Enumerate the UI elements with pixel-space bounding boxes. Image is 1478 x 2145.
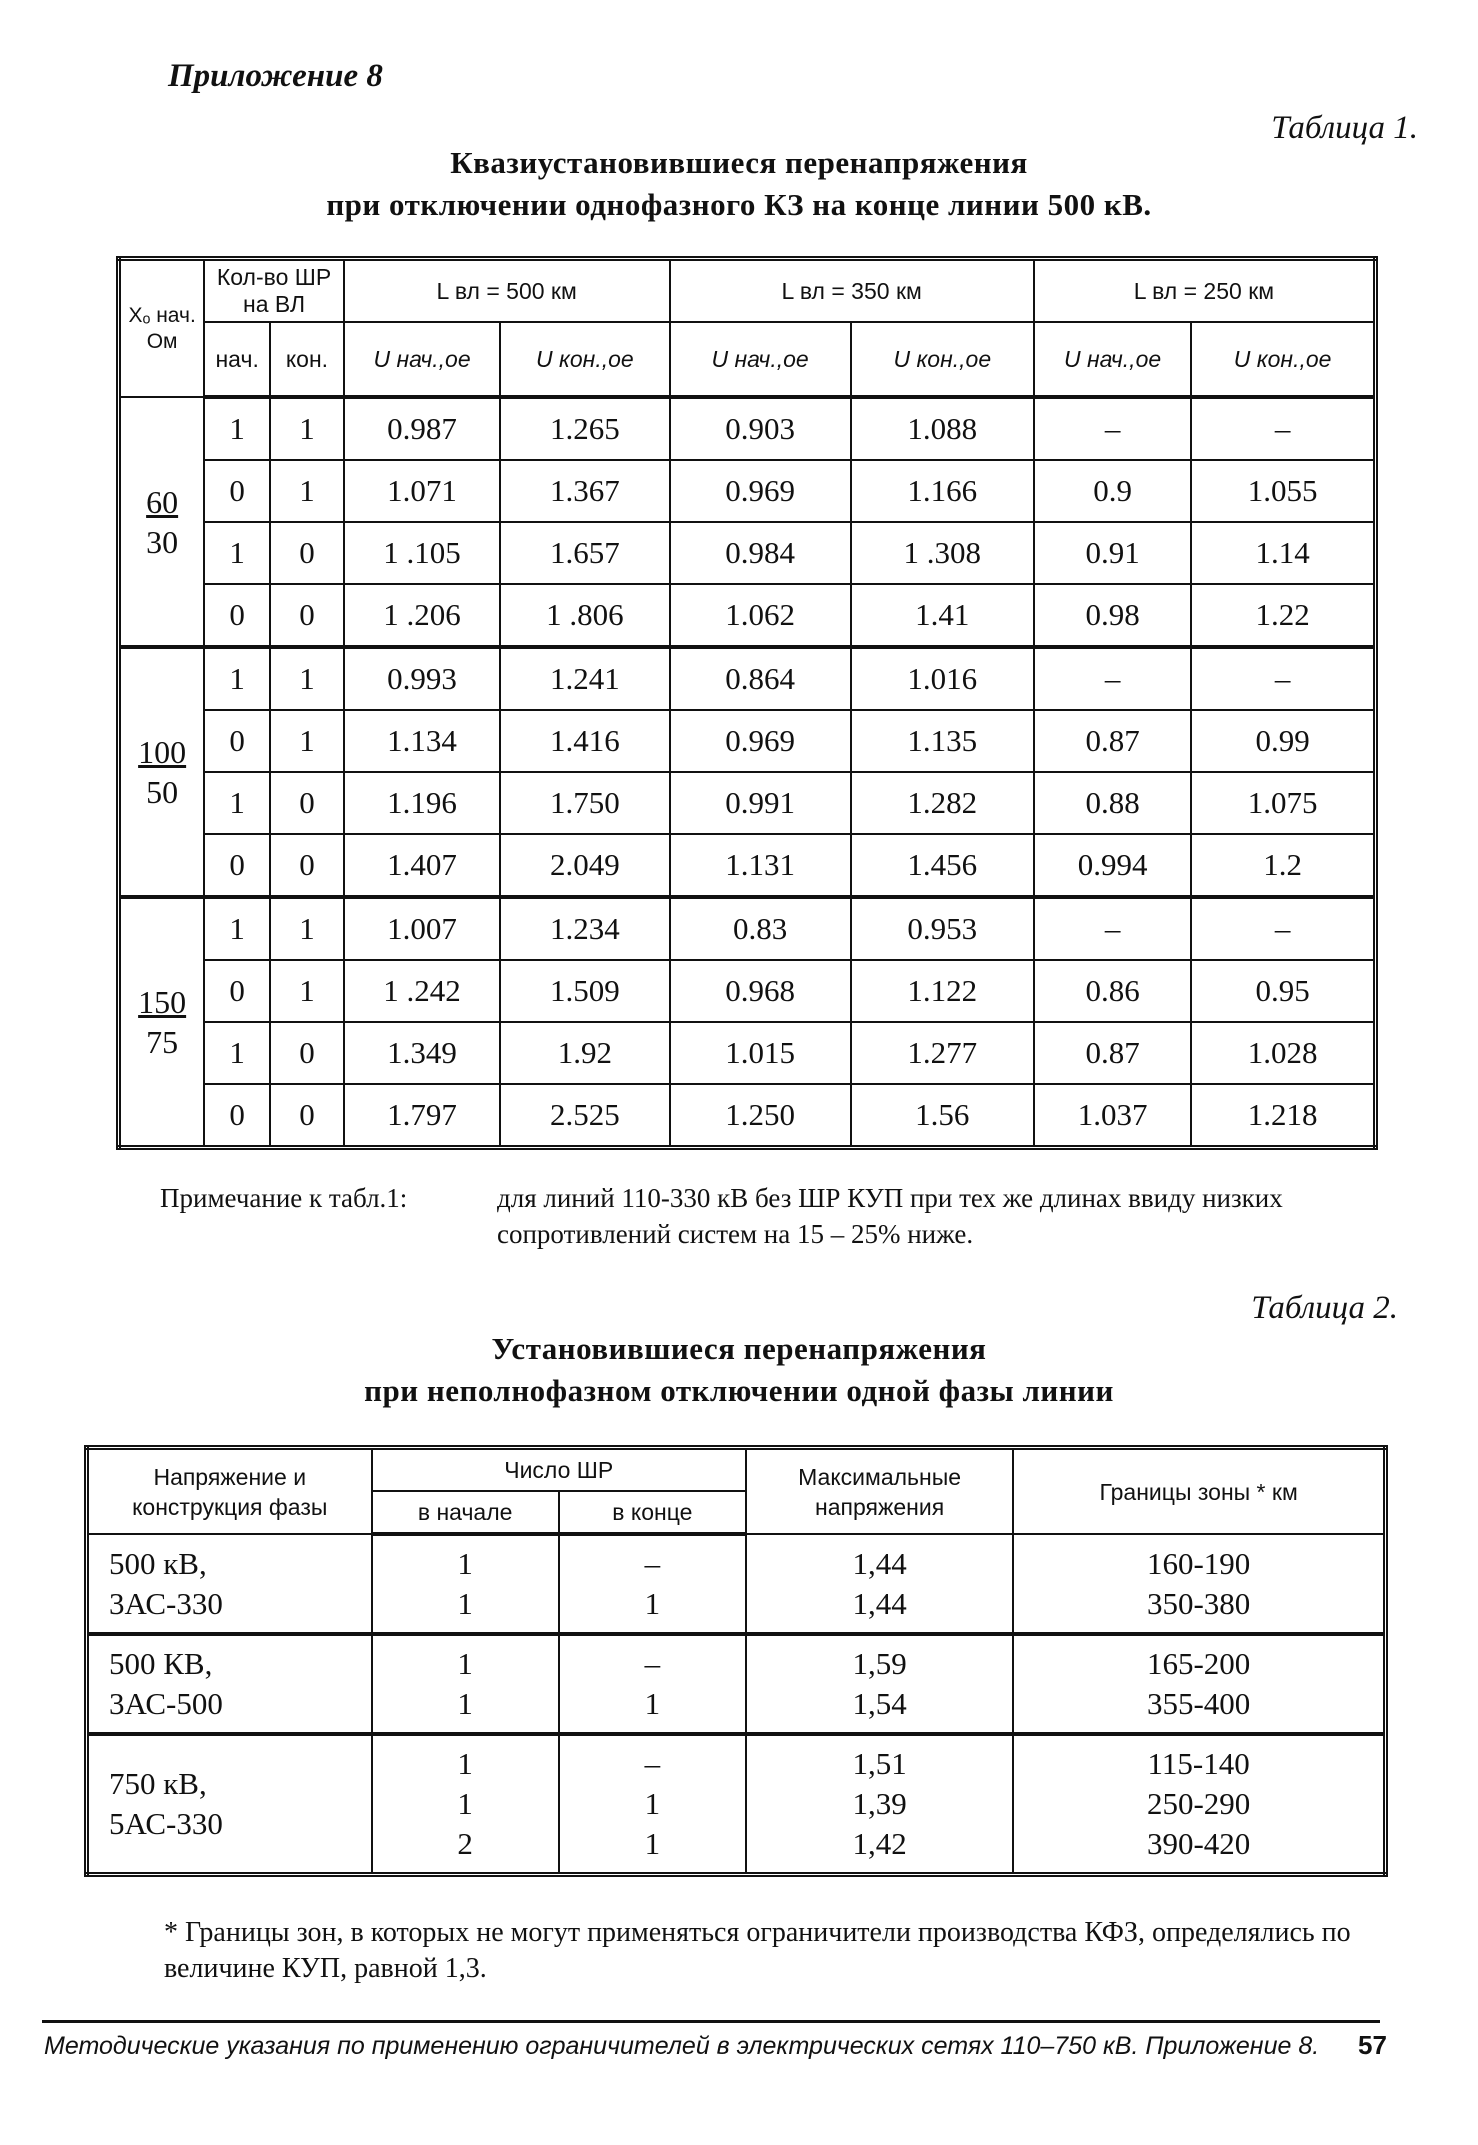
table-cell: 0.903 — [670, 397, 851, 460]
cell-value: 1 — [457, 1746, 473, 1781]
table-cell: 1.509 — [500, 960, 669, 1022]
table-cell: 1.367 — [500, 460, 669, 522]
voltage-label: 500 кВ, — [109, 1545, 207, 1581]
table-cell: 1.407 — [344, 834, 500, 897]
cell-value: 390-420 — [1146, 1826, 1251, 1861]
cell-value: 1 — [644, 1786, 661, 1821]
voltage-construction-cell — [87, 1534, 372, 1634]
table-cell: 0.87 — [1034, 1022, 1191, 1084]
table-cell: 0.993 — [344, 647, 500, 710]
table-cell: 1 — [270, 897, 344, 960]
cell-value: 165-200 — [1146, 1646, 1251, 1681]
header-end: кон. — [270, 322, 344, 397]
table-cell: – — [1034, 647, 1191, 710]
table-row — [119, 897, 1376, 960]
table-cell: 1 — [204, 1022, 270, 1084]
cell-value: – — [644, 1646, 661, 1681]
table-cell: 1 .308 — [851, 522, 1034, 584]
cell-value: – — [644, 1746, 661, 1781]
table-cell: 1.22 — [1191, 584, 1375, 647]
table-cell: 1 — [270, 710, 344, 772]
table-cell: 0.969 — [670, 460, 851, 522]
header-u: U нач.,ое — [670, 322, 851, 397]
table-cell: 1 .105 — [344, 522, 500, 584]
table-cell: 0 — [270, 1022, 344, 1084]
header-length-500: L вл = 500 км — [344, 259, 670, 323]
x-group-cell — [119, 647, 205, 897]
cell-value: 350-380 — [1146, 1585, 1251, 1621]
table-row — [119, 397, 1376, 460]
x-group-cell — [119, 397, 205, 647]
table1-label: Таблица 1. — [1271, 110, 1418, 146]
table-cell: 1 — [270, 960, 344, 1022]
table-cell-end — [559, 1534, 746, 1634]
cell-value: 1 — [644, 1586, 661, 1621]
table2-footnote: * Границы зон, в которых не могут применяться ограничители производства КФЗ, определялись по величине КУП, равной 1,3. — [164, 1917, 1351, 1984]
table-cell: 0 — [270, 522, 344, 584]
table-cell: 1.135 — [851, 710, 1034, 772]
table-cell: 0.88 — [1034, 772, 1191, 834]
header-length-250: L вл = 250 км — [1034, 259, 1376, 323]
table-row — [87, 1734, 1386, 1875]
cell-value: 115-140 — [1147, 1746, 1250, 1781]
table-cell: 0.968 — [670, 960, 851, 1022]
table-cell-zone — [1013, 1634, 1385, 1734]
table-cell: 0.994 — [1034, 834, 1191, 897]
table-row — [87, 1634, 1386, 1734]
construction-label: 5АС-330 — [109, 1806, 223, 1841]
cell-value: 1,54 — [852, 1686, 907, 1721]
header-zone-bounds: Границы зоны * км — [1013, 1448, 1385, 1535]
table-cell: 1.277 — [851, 1022, 1034, 1084]
table-cell: – — [1191, 897, 1375, 960]
table-cell: 0 — [204, 960, 270, 1022]
table-cell: 0.953 — [851, 897, 1034, 960]
table2 — [84, 1445, 1388, 1877]
footer-text: Методические указания по применению ограничителей в электрических сетях 110–750 кВ. Приложение 8. — [44, 2032, 1320, 2060]
table-row — [119, 710, 1376, 772]
table1-title-line1: Квазиустановившиеся перенапряжения — [450, 145, 1028, 180]
header-x: Xₒ нач. — [128, 303, 196, 327]
table-cell: 0.987 — [344, 397, 500, 460]
header-u: U кон.,ое — [851, 322, 1034, 397]
cell-value: 1,44 — [852, 1545, 907, 1581]
table-row — [119, 460, 1376, 522]
cell-value: 160-190 — [1146, 1545, 1251, 1581]
header-length-350: L вл = 350 км — [670, 259, 1034, 323]
table-cell-start — [372, 1534, 559, 1634]
table-cell: 1.750 — [500, 772, 669, 834]
table-cell: 0 — [270, 834, 344, 897]
table-cell: 1 — [270, 647, 344, 710]
cell-value: 355-400 — [1146, 1686, 1251, 1721]
table-cell: 0.95 — [1191, 960, 1375, 1022]
x-group-denominator: 30 — [146, 523, 179, 560]
voltage-label: 750 кВ, — [109, 1766, 207, 1801]
header-voltage-construction: Напряжение и конструкция фазы — [87, 1448, 372, 1535]
table2-title — [0, 1328, 1478, 1412]
table-cell: 0.98 — [1034, 584, 1191, 647]
header-u: U нач.,ое — [344, 322, 500, 397]
table2-label: Таблица 2. — [1251, 1290, 1398, 1326]
table-cell: 1.134 — [344, 710, 500, 772]
header-start: нач. — [204, 322, 270, 397]
table-cell: 1.062 — [670, 584, 851, 647]
cell-value: 1 — [457, 1686, 473, 1721]
table-cell: 1 — [204, 897, 270, 960]
table-cell: 0.991 — [670, 772, 851, 834]
table1-note-lead: Примечание к табл.1: — [160, 1183, 408, 1213]
table-cell: 1.166 — [851, 460, 1034, 522]
table-row — [119, 1022, 1376, 1084]
table1-note-body: для линий 110-330 кВ без ШР КУП при тех же длинах ввиду низких сопротивлений систем на 15 – 25% ниже. — [497, 1183, 1283, 1249]
table-cell: 0.99 — [1191, 710, 1375, 772]
table-cell: 1 .242 — [344, 960, 500, 1022]
table-cell: 2.049 — [500, 834, 669, 897]
cell-value: – — [644, 1546, 661, 1581]
voltage-construction-cell — [87, 1734, 372, 1875]
table-cell: 2.525 — [500, 1084, 669, 1148]
cell-value: 1,59 — [852, 1646, 907, 1681]
table-cell: 1.218 — [1191, 1084, 1375, 1148]
x-group-numerator: 60 — [146, 483, 179, 520]
construction-label: 3АС-500 — [109, 1686, 223, 1721]
appendix-heading: Приложение 8 — [168, 58, 383, 94]
header-reactor-count: Кол-во ШР на ВЛ — [204, 259, 344, 323]
cell-value: 1,39 — [852, 1786, 907, 1821]
footer-divider — [42, 2020, 1380, 2023]
cell-value: 1,42 — [852, 1826, 907, 1861]
cell-value: 1,44 — [852, 1585, 907, 1621]
table-cell: 1.14 — [1191, 522, 1375, 584]
table-cell: 1 — [204, 522, 270, 584]
table-cell: 1.657 — [500, 522, 669, 584]
table-cell: 0 — [270, 584, 344, 647]
table-row — [119, 772, 1376, 834]
table-cell: 1.196 — [344, 772, 500, 834]
cell-value: 2 — [457, 1826, 473, 1861]
cell-value: 1 — [644, 1826, 661, 1861]
table-cell: 0 — [270, 1084, 344, 1148]
table-row — [119, 1084, 1376, 1148]
table-cell: 0 — [204, 710, 270, 772]
table-cell-max — [746, 1734, 1013, 1875]
table-cell-zone — [1013, 1534, 1385, 1634]
construction-label: 3АС-330 — [109, 1585, 223, 1621]
table2-title-line2: при неполнофазном отключении одной фазы линии — [364, 1373, 1114, 1408]
header-reactor-number: Число ШР — [372, 1448, 746, 1492]
table-cell: 0.86 — [1034, 960, 1191, 1022]
cell-value: 1 — [457, 1586, 473, 1621]
table-cell: 1.92 — [500, 1022, 669, 1084]
table-cell: 1 — [270, 460, 344, 522]
table-cell: 0.83 — [670, 897, 851, 960]
table-cell: 0 — [204, 834, 270, 897]
table-cell: 1.456 — [851, 834, 1034, 897]
table-cell-end — [559, 1734, 746, 1875]
table-cell: 1.41 — [851, 584, 1034, 647]
header-max-voltage: Максимальные напряжения — [746, 1448, 1013, 1535]
table-cell: 1.241 — [500, 647, 669, 710]
table-cell-end — [559, 1634, 746, 1734]
x-group-denominator: 50 — [146, 774, 179, 810]
table-cell: 1.131 — [670, 834, 851, 897]
page-number: 57 — [1358, 2030, 1387, 2060]
table-cell: 1.071 — [344, 460, 500, 522]
table-cell: – — [1034, 897, 1191, 960]
table-cell: 1.56 — [851, 1084, 1034, 1148]
table-cell: 1.028 — [1191, 1022, 1375, 1084]
table-cell: 0 — [270, 772, 344, 834]
table-cell-start — [372, 1634, 559, 1734]
table-cell-start — [372, 1734, 559, 1875]
cell-value: 1,51 — [852, 1746, 907, 1781]
table-cell-zone — [1013, 1734, 1385, 1875]
table-cell: 0.864 — [670, 647, 851, 710]
table-cell-max — [746, 1634, 1013, 1734]
table-row — [119, 584, 1376, 647]
header-u: U кон.,ое — [500, 322, 669, 397]
table-cell: 1 .206 — [344, 584, 500, 647]
x-group-numerator: 100 — [138, 734, 187, 770]
table-cell-max — [746, 1534, 1013, 1634]
table-cell: 1.055 — [1191, 460, 1375, 522]
cell-value: 1 — [457, 1646, 473, 1681]
table1 — [116, 256, 1378, 1150]
header-u: U нач.,ое — [1034, 322, 1191, 397]
table-cell: 1.016 — [851, 647, 1034, 710]
table-cell: 0 — [204, 460, 270, 522]
table-cell: 1 — [204, 772, 270, 834]
table-cell: 1.416 — [500, 710, 669, 772]
header-at-end: в конце — [559, 1491, 746, 1534]
cell-value: 250-290 — [1146, 1786, 1251, 1821]
table-cell: 1 .806 — [500, 584, 669, 647]
table-cell: 1.007 — [344, 897, 500, 960]
cell-value: 1 — [644, 1686, 661, 1721]
table-cell: 1.282 — [851, 772, 1034, 834]
table-cell: 0.87 — [1034, 710, 1191, 772]
table-row — [119, 522, 1376, 584]
table-cell: 1.234 — [500, 897, 669, 960]
table-cell: 0 — [204, 584, 270, 647]
table2-title-line1: Установившиеся перенапряжения — [491, 1331, 987, 1366]
voltage-construction-cell — [87, 1634, 372, 1734]
table-cell: 0.984 — [670, 522, 851, 584]
table1-title — [0, 142, 1478, 226]
table-cell: 1.015 — [670, 1022, 851, 1084]
table-row — [119, 647, 1376, 710]
table-cell: 1 — [270, 397, 344, 460]
table-cell: 1.075 — [1191, 772, 1375, 834]
table-cell: 0 — [204, 1084, 270, 1148]
table-cell: 1.349 — [344, 1022, 500, 1084]
header-u: U кон.,ое — [1191, 322, 1375, 397]
table-cell: – — [1191, 397, 1375, 460]
table-cell: 1.037 — [1034, 1084, 1191, 1148]
table-cell: 1 — [204, 647, 270, 710]
cell-value: 1 — [457, 1786, 473, 1821]
table-cell: 1.250 — [670, 1084, 851, 1148]
x-group-denominator: 75 — [146, 1024, 179, 1060]
table-row — [119, 960, 1376, 1022]
table-row — [119, 834, 1376, 897]
table-cell: 1.2 — [1191, 834, 1375, 897]
table1-title-line2: при отключении однофазного КЗ на конце линии 500 кВ. — [326, 187, 1152, 222]
cell-value: 1 — [457, 1546, 473, 1581]
header-x-ohm — [119, 259, 205, 398]
table-row — [87, 1534, 1386, 1634]
table-cell: 1.797 — [344, 1084, 500, 1148]
x-group-numerator: 150 — [138, 984, 187, 1020]
table-cell: 1.265 — [500, 397, 669, 460]
header-at-start: в начале — [372, 1491, 559, 1534]
table-cell: 1.122 — [851, 960, 1034, 1022]
table-cell: 0.9 — [1034, 460, 1191, 522]
voltage-label: 500 КВ, — [109, 1646, 213, 1681]
table-cell: – — [1034, 397, 1191, 460]
table-cell: 0.91 — [1034, 522, 1191, 584]
table-cell: – — [1191, 647, 1375, 710]
x-group-cell — [119, 897, 205, 1148]
header-x-unit: Ом — [146, 329, 178, 353]
table-cell: 1 — [204, 397, 270, 460]
table-cell: 0.969 — [670, 710, 851, 772]
table-cell: 1.088 — [851, 397, 1034, 460]
